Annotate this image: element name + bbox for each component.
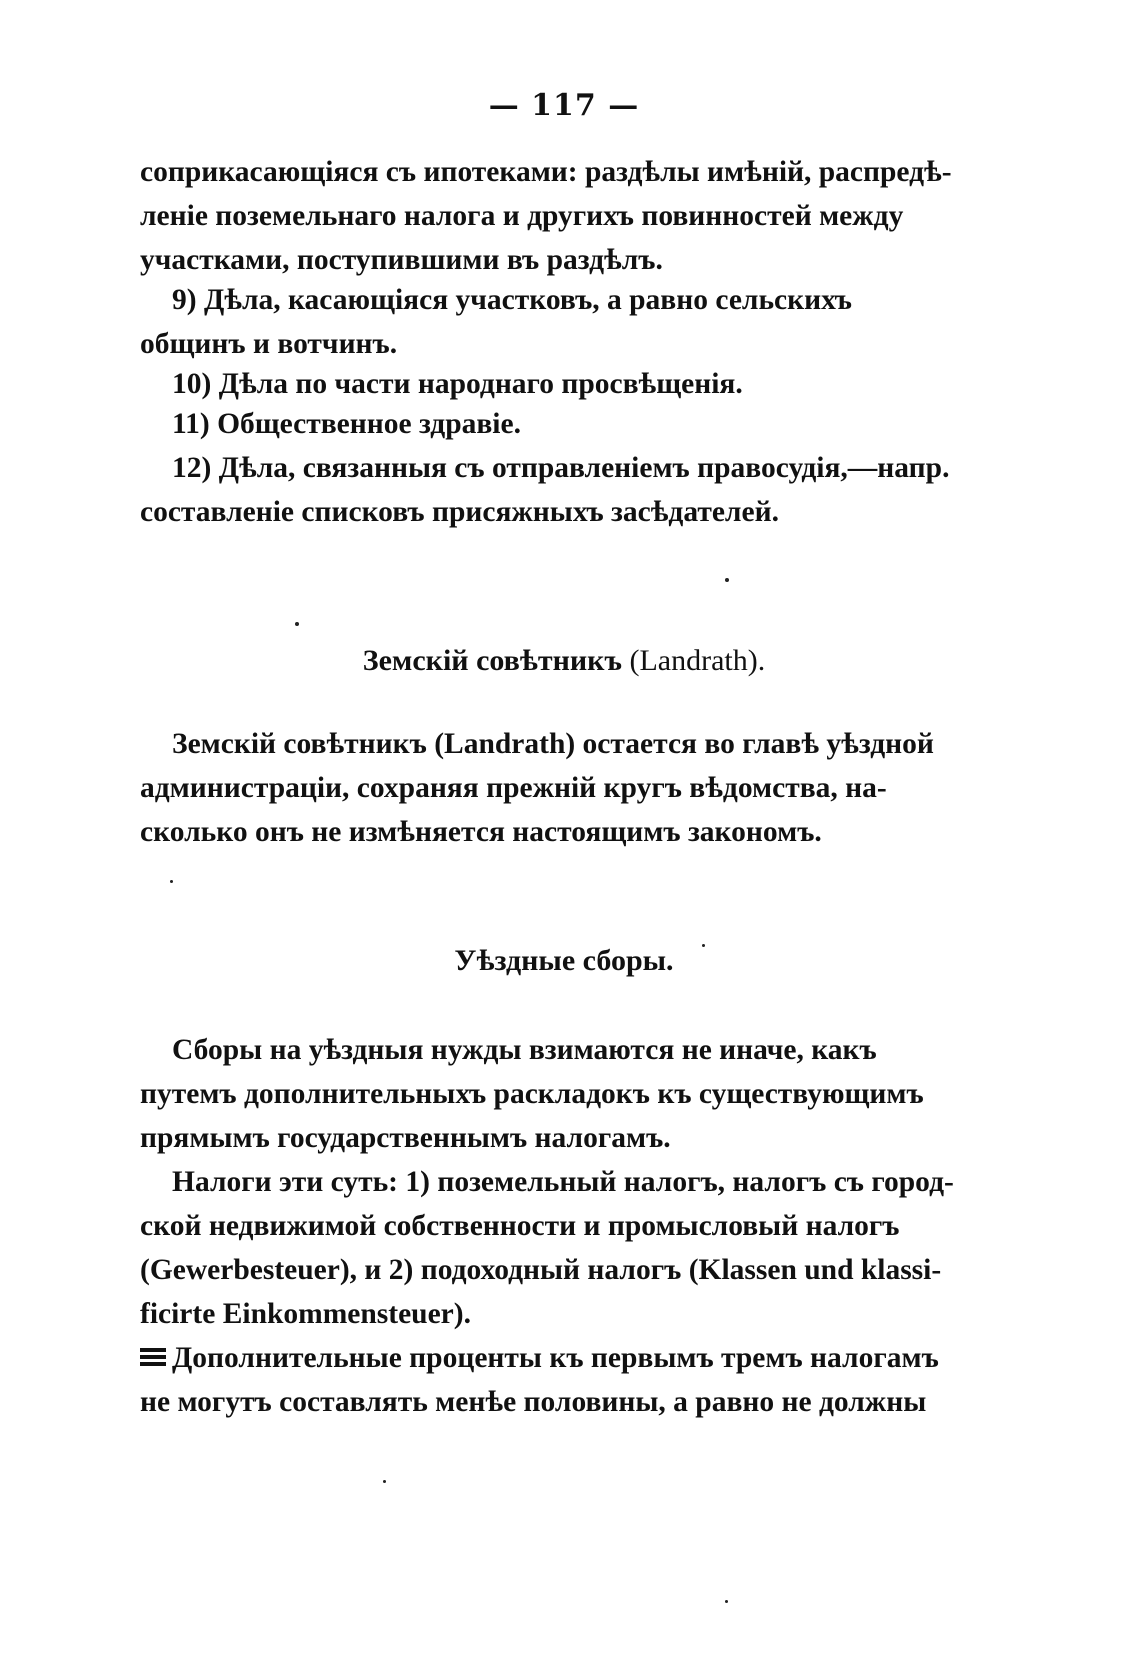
section-heading-sbory xyxy=(140,944,988,978)
paragraph-sbory-2 xyxy=(140,1160,988,1336)
list-item-9 xyxy=(140,278,988,366)
text-line: Налоги эти суть: 1) поземельный налогъ, налогъ съ город- xyxy=(172,1166,954,1198)
scan-speck xyxy=(725,578,729,582)
paragraph-continuation xyxy=(140,150,988,282)
list-item-10 xyxy=(140,362,988,406)
text-line: соприкасающіяся съ ипотеками: раздѣлы имѣній, распредѣ- xyxy=(140,156,952,188)
text-line: 9) Дѣла, касающіяся участковъ, а равно сельскихъ xyxy=(172,284,852,316)
text-line: ской недвижимой собственности и промысловый налогъ xyxy=(140,1210,900,1242)
paragraph-sbory-1 xyxy=(140,1028,988,1160)
text-line: путемъ дополнительныхъ раскладокъ къ существующимъ xyxy=(140,1078,924,1110)
heading-latin: (Landrath). xyxy=(629,644,766,677)
scan-speck xyxy=(295,622,299,626)
heading-text: Земскій совѣтникъ xyxy=(362,644,622,677)
scan-speck xyxy=(702,944,705,947)
text-line: Сборы на уѣздныя нужды взимаются не иначе, какъ xyxy=(172,1034,877,1066)
text-line: сколько онъ не измѣняется настоящимъ закономъ. xyxy=(140,816,822,848)
scan-speck xyxy=(383,1480,386,1483)
heading-text: Уѣздные сборы. xyxy=(454,944,674,977)
text-line: Земскій совѣтникъ (Landrath) остается во главѣ уѣздной xyxy=(172,728,934,760)
text-line: составленіе списковъ присяжныхъ засѣдателей. xyxy=(140,496,779,528)
page-number: — 117 — xyxy=(488,88,640,123)
book-page xyxy=(140,0,988,1676)
text-line: администраціи, сохраняя прежній кругъ вѣдомства, на- xyxy=(140,772,887,804)
text-line: (Gewerbesteuer), и 2) подоходный налогъ (Klassen und klassi- xyxy=(140,1254,942,1286)
text-line: общинъ и вотчинъ. xyxy=(140,328,398,360)
list-item-12 xyxy=(140,446,988,534)
text-line: ficirte Einkommensteuer). xyxy=(140,1298,471,1330)
text-line: не могутъ составлять менѣе половины, а равно не должны xyxy=(140,1386,927,1418)
scan-speck xyxy=(725,1600,728,1603)
list-item-11 xyxy=(140,402,988,446)
section-heading-landrath xyxy=(140,644,988,678)
paragraph-landrath xyxy=(140,722,988,854)
scan-speck xyxy=(170,880,173,883)
text-line: 11) Общественное здравіе. xyxy=(172,408,521,440)
text-line: 10) Дѣла по части народнаго просвѣщенія. xyxy=(172,368,743,400)
text-line: 12) Дѣла, связанныя съ отправленіемъ правосудія,—напр. xyxy=(172,452,950,484)
text-line: Дополнительные проценты къ первымъ тремъ налогамъ xyxy=(172,1342,939,1374)
text-line: прямымъ государственнымъ налогамъ. xyxy=(140,1122,671,1154)
text-line: леніе поземельнаго налога и другихъ повинностей между xyxy=(140,200,904,232)
text-line: участками, поступившими въ раздѣлъ. xyxy=(140,244,663,276)
paragraph-sbory-3 xyxy=(140,1336,988,1424)
